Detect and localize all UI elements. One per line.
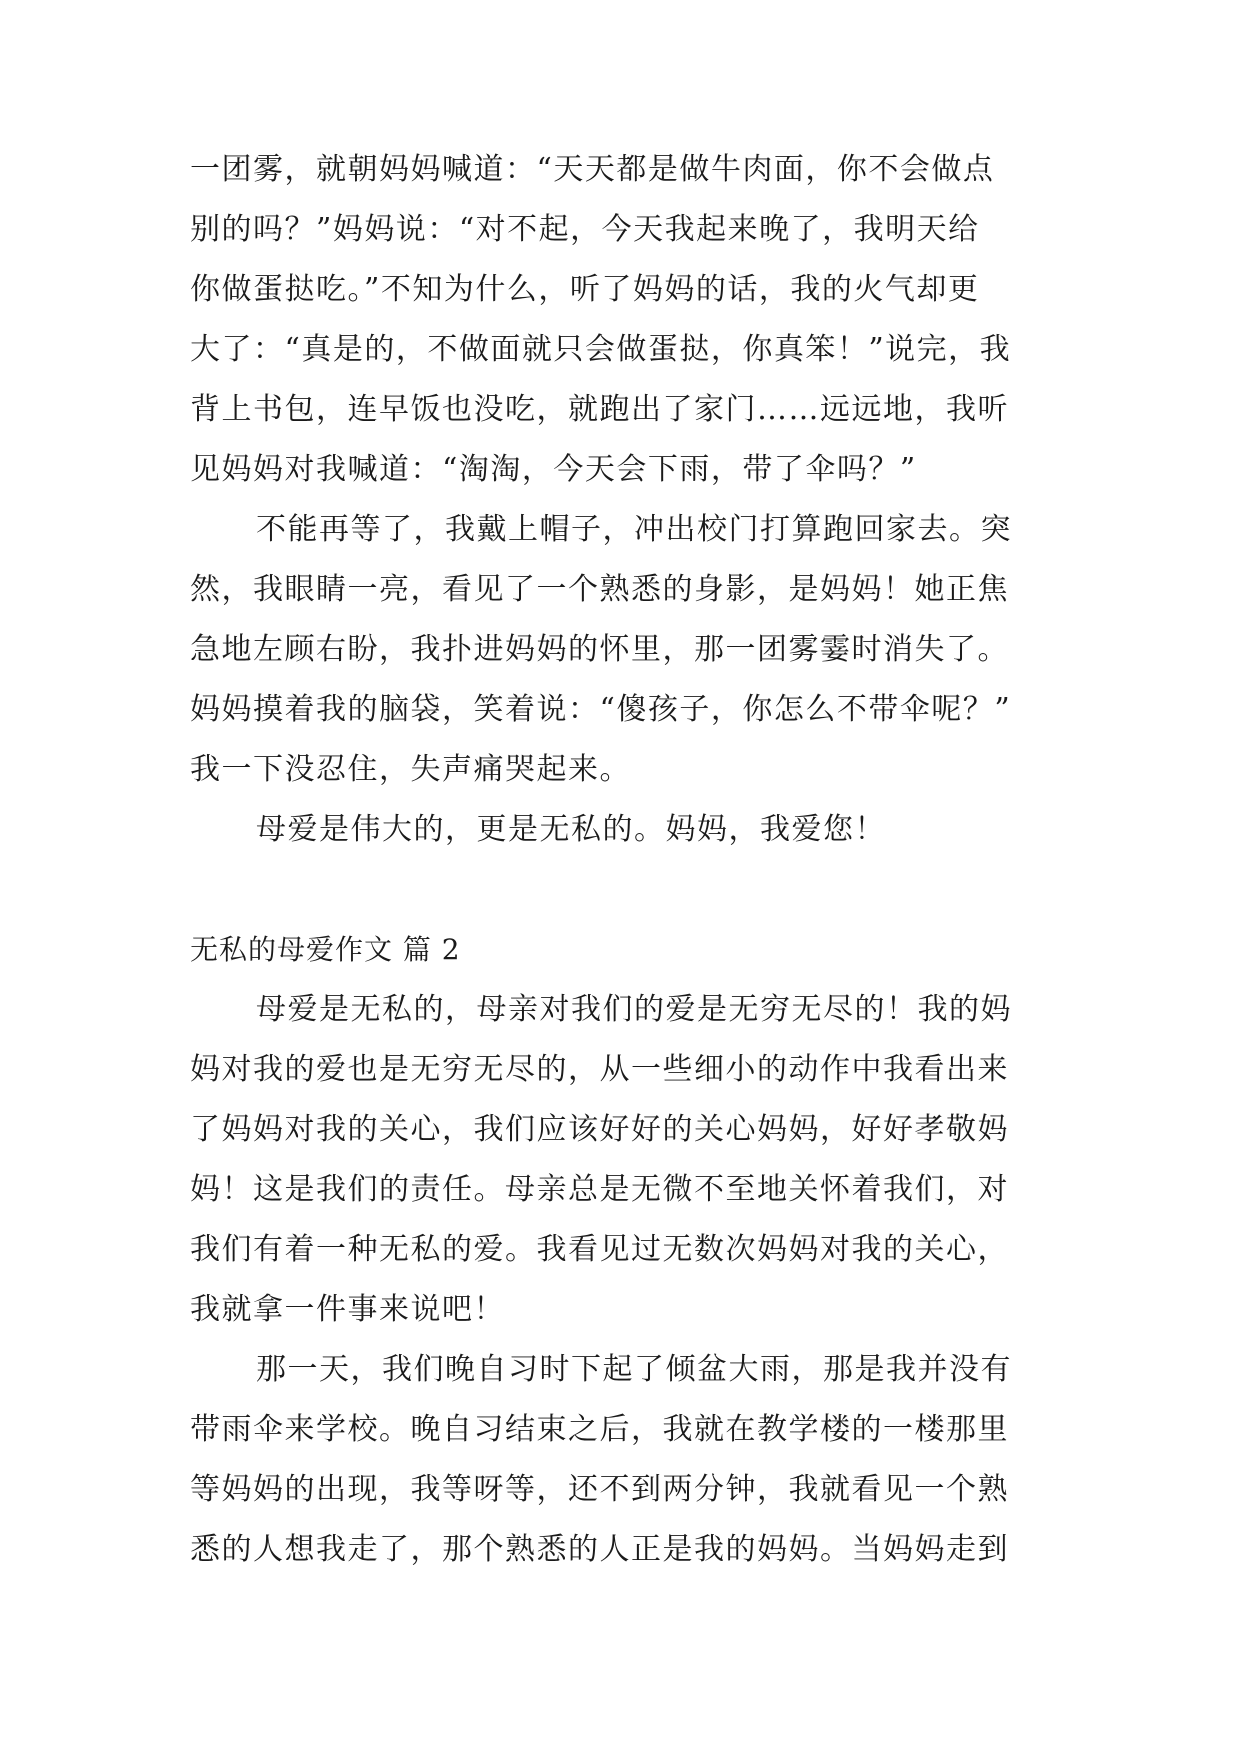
section-gap	[190, 860, 1070, 920]
paragraph	[190, 1340, 1070, 1580]
text-line: 别的吗？”妈妈说：“对不起，今天我起来晚了，我明天给	[190, 212, 980, 247]
document-page	[190, 140, 1070, 1580]
text-line: 我一下没忍住，失声痛哭起来。	[190, 752, 631, 787]
paragraph	[190, 800, 1070, 860]
text-line: 然，我眼睛一亮，看见了一个熟悉的身影，是妈妈！她正焦	[190, 572, 1009, 607]
text-line: 带雨伞来学校。晚自习结束之后，我就在教学楼的一楼那里	[190, 1412, 1009, 1447]
section-2	[190, 920, 1070, 1580]
text-line: 不能再等了，我戴上帽子，冲出校门打算跑回家去。突	[256, 512, 1012, 547]
paragraph	[190, 500, 1070, 800]
section-heading: 无私的母爱作文 篇 2	[190, 933, 461, 966]
text-line: 那一天，我们晚自习时下起了倾盆大雨，那是我并没有	[256, 1352, 1012, 1387]
text-line: 妈对我的爱也是无穷无尽的，从一些细小的动作中我看出来	[190, 1052, 1009, 1087]
text-line: 我们有着一种无私的爱。我看见过无数次妈妈对我的关心，	[190, 1232, 1009, 1267]
section-1	[190, 140, 1070, 860]
text-line: 急地左顾右盼，我扑进妈妈的怀里，那一团雾霎时消失了。	[190, 632, 1009, 667]
text-line: 妈妈摸着我的脑袋，笑着说：“傻孩子，你怎么不带伞呢？”	[190, 692, 1012, 727]
paragraph	[190, 140, 1070, 500]
text-line: 等妈妈的出现，我等呀等，还不到两分钟，我就看见一个熟	[190, 1472, 1009, 1507]
text-line: 了妈妈对我的关心，我们应该好好的关心妈妈，好好孝敬妈	[190, 1112, 1009, 1147]
text-line: 一团雾，就朝妈妈喊道：“天天都是做牛肉面，你不会做点	[190, 152, 995, 187]
text-line: 悉的人想我走了，那个熟悉的人正是我的妈妈。当妈妈走到	[190, 1532, 1009, 1567]
paragraph	[190, 980, 1070, 1340]
text-line: 妈！这是我们的责任。母亲总是无微不至地关怀着我们，对	[190, 1172, 1009, 1207]
text-line: 背上书包，连早饭也没吃，就跑出了家门……远远地，我听	[190, 392, 1009, 427]
text-line: 大了：“真是的，不做面就只会做蛋挞，你真笨！”说完，我	[190, 332, 1012, 367]
text-line: 母爱是伟大的，更是无私的。妈妈，我爱您！	[256, 812, 886, 847]
text-line: 母爱是无私的，母亲对我们的爱是无穷无尽的！我的妈	[256, 992, 1012, 1027]
text-line: 你做蛋挞吃。”不知为什么，听了妈妈的话，我的火气却更	[190, 272, 980, 307]
text-line: 见妈妈对我喊道：“淘淘，今天会下雨，带了伞吗？”	[190, 452, 917, 487]
text-line: 我就拿一件事来说吧！	[190, 1292, 505, 1327]
